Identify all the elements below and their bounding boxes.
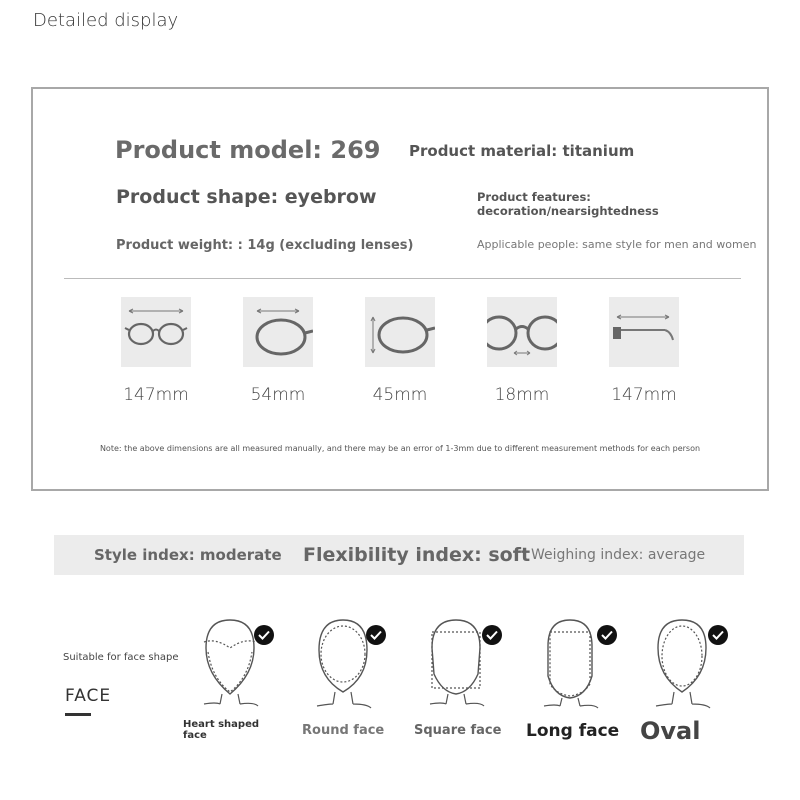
face-heading: FACE	[65, 686, 112, 706]
dimension-label: 45mm	[372, 385, 428, 405]
face-label: Square face	[414, 723, 502, 738]
lens-height-icon	[365, 297, 435, 367]
face-label: Heart shaped face	[183, 719, 260, 741]
bridge-width-icon	[487, 297, 557, 367]
flexibility-index: Flexibility index: soft	[303, 544, 531, 566]
measurement-note: Note: the above dimensions are all measured manually, and there may be an error of 1-3mm due to different measurement methods for each person	[99, 444, 701, 453]
lens-width-icon	[243, 297, 313, 367]
dimension-label: 147mm	[123, 385, 189, 405]
check-icon	[597, 625, 617, 645]
product-material: Product material: titanium	[409, 142, 635, 160]
product-weight: Product weight: : 14g (excluding lenses)	[116, 238, 414, 253]
frame-width-icon	[121, 297, 191, 367]
style-index: Style index: moderate	[94, 546, 282, 564]
dimension-label: 147mm	[611, 385, 677, 405]
spec-divider	[64, 278, 741, 279]
weighing-index: Weighing index: average	[531, 547, 706, 563]
product-model: Product model: 269	[115, 136, 381, 164]
index-band	[54, 535, 744, 575]
header-title: Detailed display	[33, 10, 179, 31]
product-features: Product features: decoration/nearsightedness	[477, 190, 659, 218]
suitable-face-label: Suitable for face shape	[63, 652, 179, 663]
dimension-label: 54mm	[250, 385, 306, 405]
check-icon	[254, 625, 274, 645]
dimension-label: 18mm	[494, 385, 550, 405]
check-icon	[482, 625, 502, 645]
temple-length-icon	[609, 297, 679, 367]
check-icon	[708, 625, 728, 645]
applicable-people: Applicable people: same style for men and women	[477, 238, 757, 251]
check-icon	[366, 625, 386, 645]
face-label: Oval	[640, 717, 701, 745]
product-shape: Product shape: eyebrow	[116, 186, 377, 208]
face-label: Round face	[302, 723, 385, 738]
face-heading-underline	[65, 713, 91, 716]
face-label: Long face	[526, 721, 620, 741]
spec-panel	[31, 87, 769, 491]
